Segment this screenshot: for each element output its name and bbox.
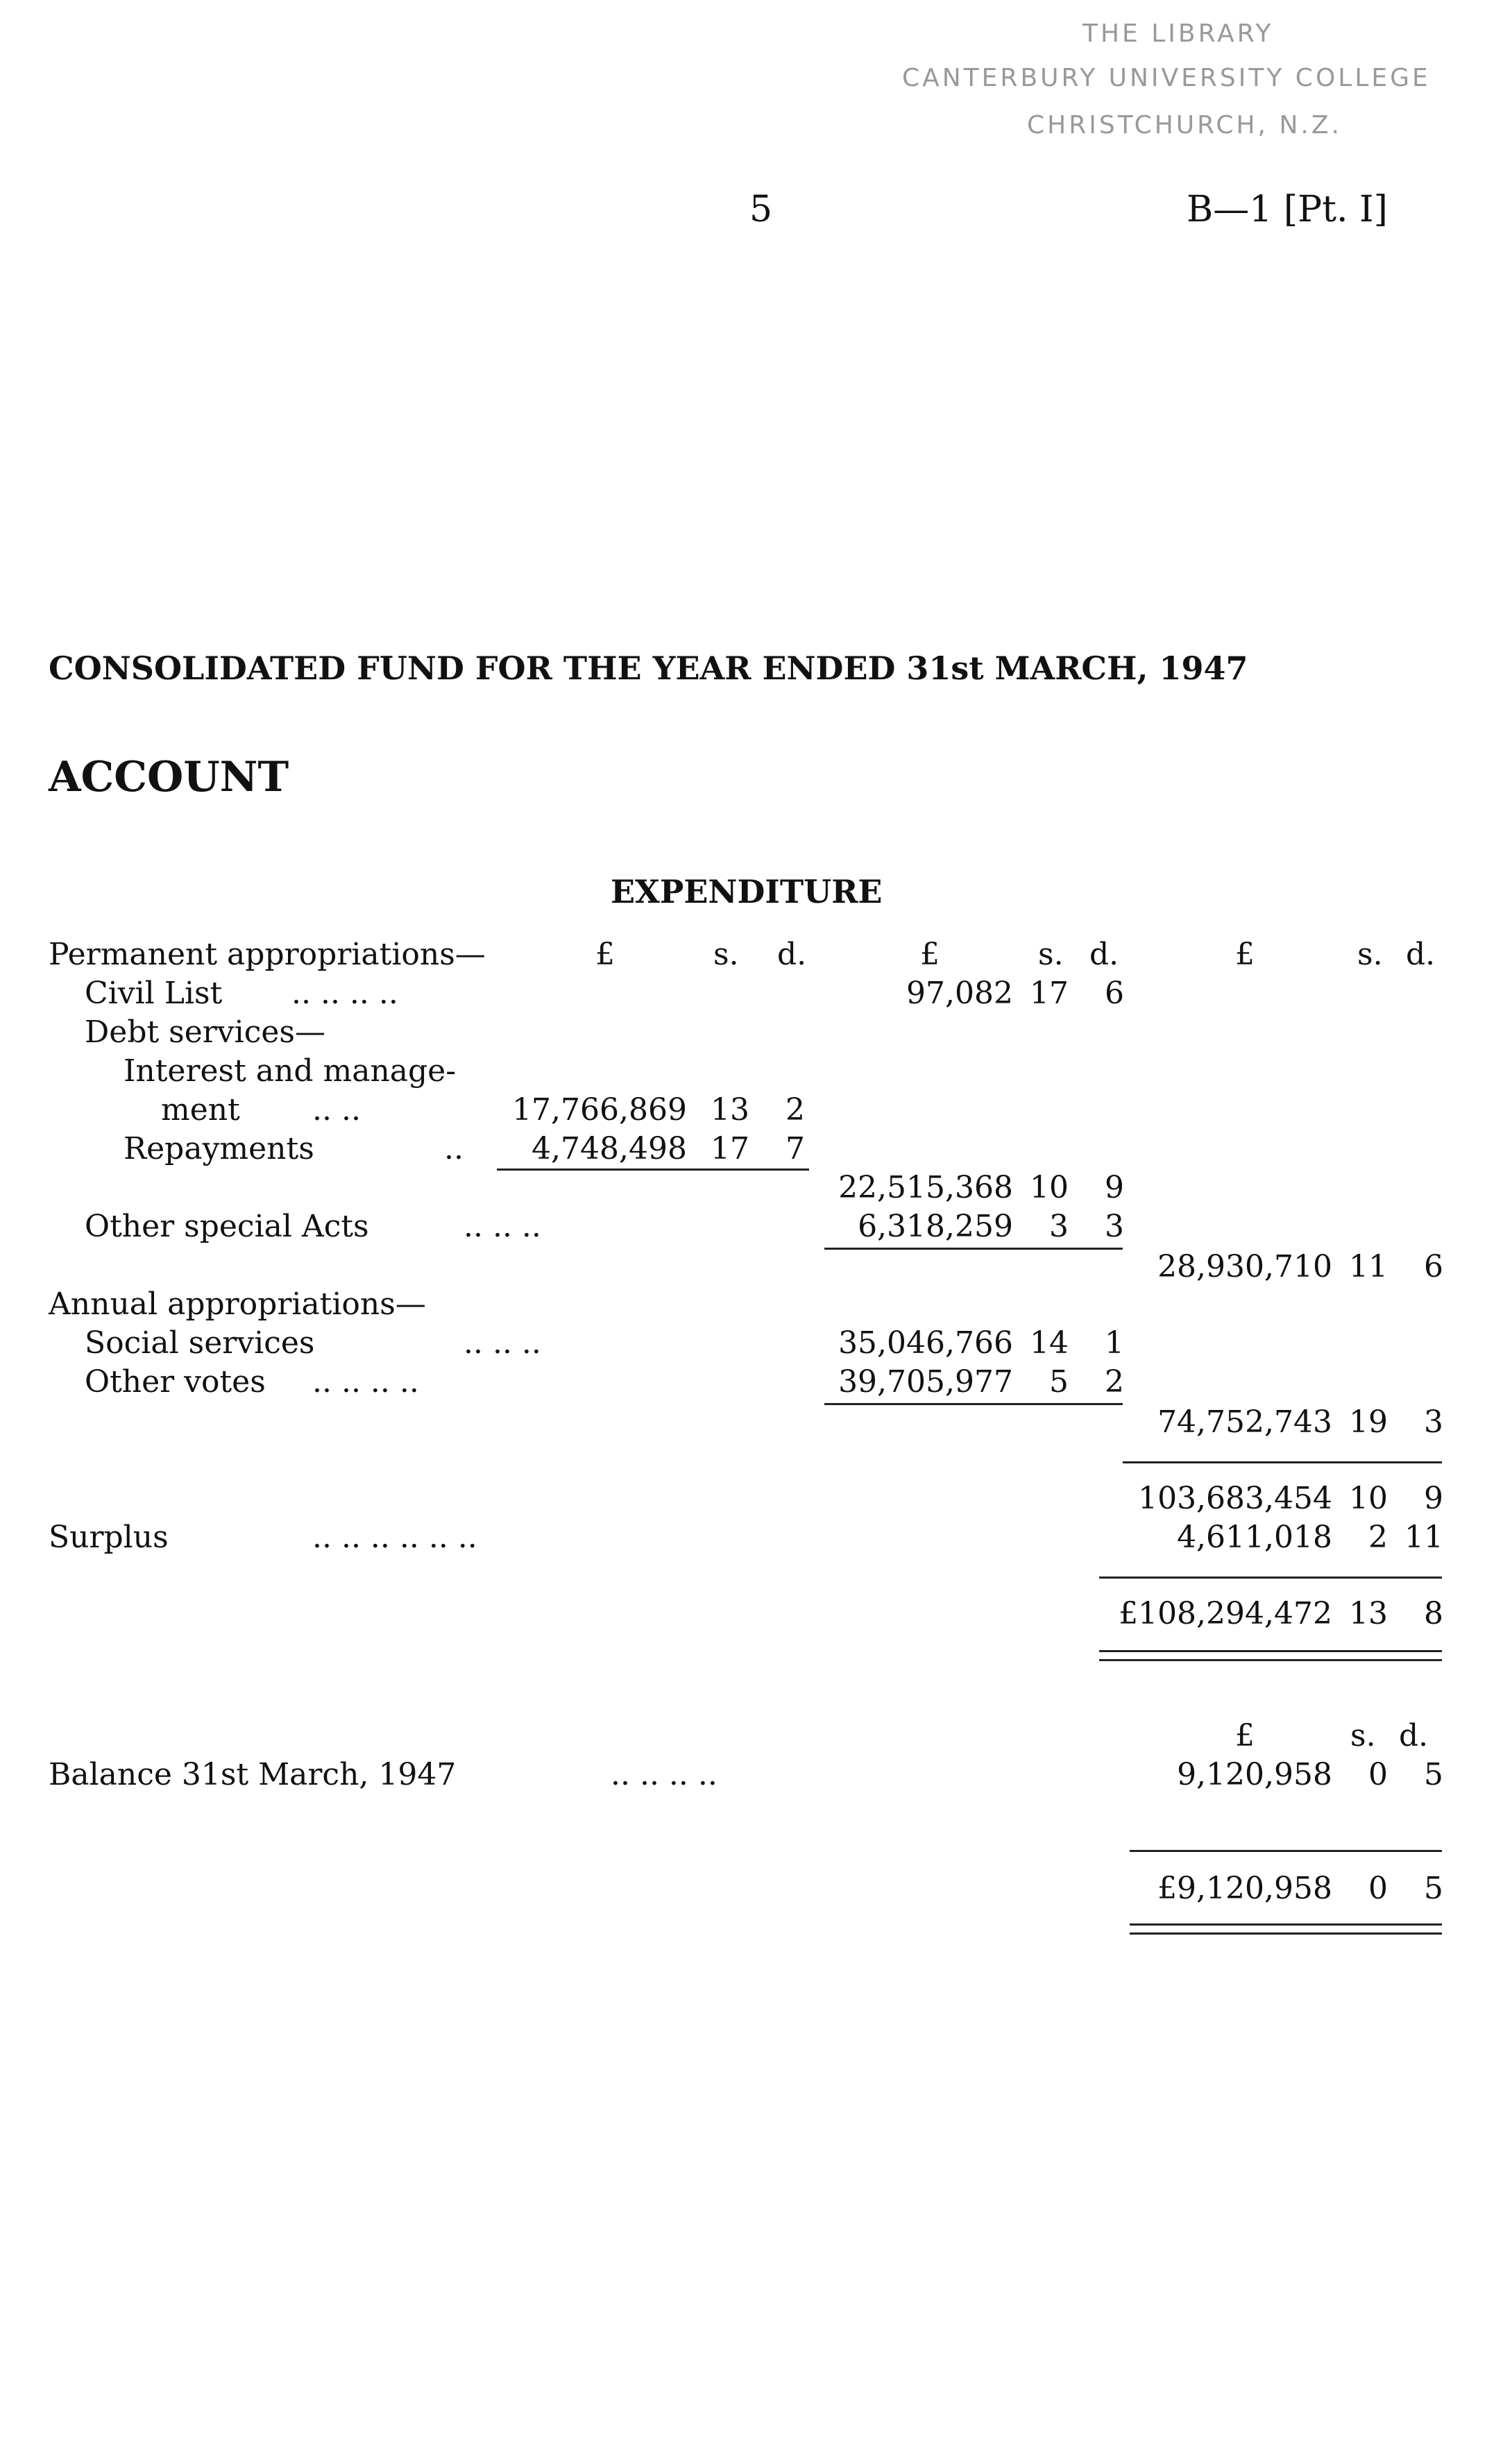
other-votes-shillings: 5 [1049,1364,1069,1400]
permanent-total-pence: 6 [1424,1249,1443,1284]
account-heading: ACCOUNT [49,753,289,801]
annual-total-shillings: 19 [1349,1404,1388,1440]
social-services-leader: .. .. .. [464,1325,541,1361]
permanent-subtotal-rule [824,1248,1123,1250]
balance-leader: .. .. .. .. [611,1757,717,1792]
other-votes-leader: .. .. .. .. [312,1364,419,1400]
col3-shillings-header: s. [1357,937,1383,972]
interest-shillings: 13 [711,1092,749,1128]
col1-pound-header: £ [595,937,615,972]
annual-subtotal-rule [824,1403,1123,1405]
balance-total-pounds: £9,120,958 [1157,1871,1332,1906]
balance-total-rule [1130,1850,1442,1852]
document-reference: B—1 [Pt. I] [1187,189,1388,230]
interest-label-line1: Interest and manage- [124,1053,457,1089]
surplus-label: Surplus [49,1520,169,1555]
library-stamp-line-3: CHRISTCHURCH, N.Z. [1027,111,1342,139]
repayments-pounds: 4,748,498 [532,1131,687,1166]
col2-shillings-header: s. [1038,937,1064,972]
subtotal-pence: 9 [1424,1481,1443,1516]
annual-total-pence: 3 [1424,1404,1443,1440]
civil-list-shillings: 17 [1030,976,1069,1011]
surplus-shillings: 2 [1368,1520,1388,1555]
other-votes-pounds: 39,705,977 [838,1364,1013,1400]
balance-pound-header: £ [1235,1718,1255,1753]
repayments-label: Repayments [124,1131,314,1166]
col2-pound-header: £ [920,937,940,972]
grand-total-rule [1099,1577,1442,1579]
surplus-pounds: 4,611,018 [1177,1520,1332,1555]
debt-total-pence: 9 [1105,1170,1124,1205]
other-special-acts-label: Other special Acts [85,1209,369,1244]
civil-list-pence: 6 [1105,976,1124,1011]
permanent-total-shillings: 11 [1349,1249,1388,1284]
debt-services-label: Debt services— [85,1014,325,1050]
interest-leader: .. .. [312,1092,361,1128]
subtotal-shillings: 10 [1349,1481,1388,1516]
subtotal-rule [1123,1461,1442,1463]
interest-label-line2: ment [161,1092,240,1128]
library-stamp-line-1: THE LIBRARY [1082,19,1274,48]
permanent-appropriations-label: Permanent appropriations— [49,937,486,972]
balance-pence: 5 [1424,1757,1443,1792]
balance-shillings-header: s. [1350,1718,1376,1753]
debt-subtotal-rule [497,1169,809,1171]
annual-appropriations-label: Annual appropriations— [49,1286,426,1322]
col3-pound-header: £ [1235,937,1255,972]
surplus-pence: 11 [1404,1520,1443,1555]
social-services-label: Social services [85,1325,315,1361]
interest-pounds: 17,766,869 [512,1092,687,1128]
debt-total-shillings: 10 [1030,1170,1069,1205]
other-special-acts-shillings: 3 [1049,1209,1069,1244]
balance-total-shillings: 0 [1368,1871,1388,1906]
grand-total-pounds: £108,294,472 [1119,1596,1332,1631]
grand-total-pence: 8 [1424,1596,1443,1631]
page-title: CONSOLIDATED FUND FOR THE YEAR ENDED 31st MARCH, 1947 [49,649,1248,687]
interest-pence: 2 [785,1092,805,1128]
social-services-pounds: 35,046,766 [838,1325,1013,1361]
subtotal-pounds: 103,683,454 [1138,1481,1332,1516]
grand-total-shillings: 13 [1349,1596,1388,1631]
balance-total-double-rule [1130,1923,1442,1935]
other-special-acts-pence: 3 [1105,1209,1124,1244]
social-services-pence: 1 [1105,1325,1124,1361]
library-stamp-line-2: CANTERBURY UNIVERSITY COLLEGE [902,64,1431,92]
other-votes-label: Other votes [85,1364,266,1400]
expenditure-heading: EXPENDITURE [611,873,883,910]
balance-label: Balance 31st March, 1947 [49,1757,457,1792]
repayments-leader: .. [444,1131,464,1166]
annual-total-pounds: 74,752,743 [1157,1404,1332,1440]
col1-shillings-header: s. [713,937,739,972]
civil-list-pounds: 97,082 [906,976,1013,1011]
col2-pence-header: d. [1089,937,1119,972]
other-votes-pence: 2 [1105,1364,1124,1400]
grand-total-double-rule [1099,1650,1442,1661]
other-special-acts-leader: .. .. .. [464,1209,541,1244]
balance-total-pence: 5 [1424,1871,1443,1906]
debt-total-pounds: 22,515,368 [838,1170,1013,1205]
col3-pence-header: d. [1406,937,1436,972]
surplus-leader: .. .. .. .. .. .. [312,1520,477,1555]
balance-shillings: 0 [1368,1757,1388,1792]
repayments-shillings: 17 [711,1131,749,1166]
permanent-total-pounds: 28,930,710 [1157,1249,1332,1284]
civil-list-label: Civil List [85,976,223,1011]
social-services-shillings: 14 [1030,1325,1069,1361]
page-number: 5 [749,189,773,230]
col1-pence-header: d. [777,937,807,972]
balance-pounds: 9,120,958 [1177,1757,1332,1792]
balance-pence-header: d. [1399,1718,1429,1753]
other-special-acts-pounds: 6,318,259 [858,1209,1013,1244]
civil-list-leader: .. .. .. .. [291,976,398,1011]
repayments-pence: 7 [785,1131,805,1166]
